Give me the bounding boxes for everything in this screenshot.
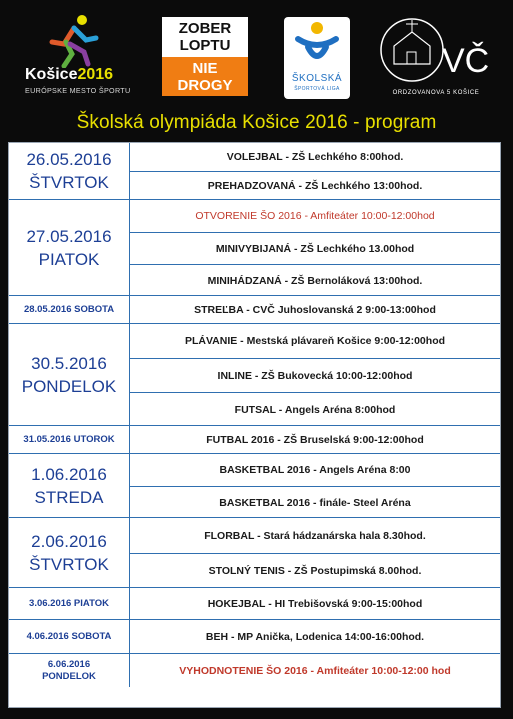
schedule-day-row (9, 323, 500, 425)
day-date-line: 6.06.2016 (47, 658, 91, 670)
zober-line-2: LOPTU (179, 37, 231, 54)
day-date-cell (9, 620, 130, 653)
event-entry: MINIHÁDZANÁ - ZŠ Bernoláková 13:00hod. (130, 264, 500, 296)
day-date-cell (9, 588, 130, 619)
day-date-cell (9, 200, 130, 295)
day-date-line: 30.5.2016 (31, 353, 107, 373)
day-date-line: ŠTVRTOK (29, 554, 109, 574)
zober-loptu-logo (162, 17, 248, 96)
zober-line-4: DROGY (177, 76, 233, 94)
kosice-wordmark: Košice2016 (25, 66, 114, 83)
logo-strip (0, 0, 513, 110)
day-date-cell (9, 654, 130, 687)
schedule-day-row (9, 653, 500, 687)
event-entry: HOKEJBAL - HI Trebišovská 9:00-15:00hod (207, 598, 423, 610)
day-date-cell (9, 324, 130, 425)
day-date-cell (9, 518, 130, 587)
schedule-day-row (9, 295, 500, 323)
day-date-line: 1.06.2016 (31, 464, 107, 484)
day-date-cell (9, 426, 130, 453)
event-entry: FLORBAL - Stará hádzanárska hala 8.30hod. (204, 529, 426, 542)
schedule-day-row (9, 453, 500, 517)
day-date-cell (9, 454, 130, 517)
kosice-subtitle: EURÓPSKE MESTO ŠPORTU (25, 86, 131, 95)
event-entry: STOLNÝ TENIS - ZŠ Postupimská 8.00hod. (130, 553, 500, 588)
event-entry: VOLEJBAL - ZŠ Lechkého 8:00hod. (226, 151, 404, 163)
event-entry: BASKETBAL 2016 - Angels Aréna 8:00 (219, 464, 411, 476)
event-entry: MINIVYBIJANÁ - ZŠ Lechkého 13.00hod (130, 232, 500, 264)
day-date-line: 3.06.2016 PIATOK (29, 597, 109, 609)
skolska-title: ŠKOLSKÁ (291, 73, 343, 84)
schedule-table (8, 142, 501, 708)
day-date-line: STREDA (34, 487, 104, 507)
event-entry: VYHODNOTENIE ŠO 2016 - Amfiteáter 10:00-12:00 hod (179, 665, 451, 677)
day-date-line: 31.05.2016 UTOROK (23, 433, 115, 445)
day-date-cell (9, 296, 130, 323)
day-date-line: 27.05.2016 (26, 226, 112, 246)
day-date-line: 26.05.2016 (26, 150, 112, 169)
day-date-line: 2.06.2016 (31, 531, 107, 551)
cvc-logo (378, 12, 494, 104)
cvc-subtitle: ORDZOVANOVA 5 KOŠICE (392, 90, 480, 96)
event-entry: STREĽBA - CVČ Juhoslovanská 2 9:00-13:00hod (194, 304, 436, 316)
event-entry: PREHADZOVANÁ - ZŠ Lechkého 13:00hod. (130, 171, 500, 199)
schedule-day-row (9, 199, 500, 295)
event-entry: BEH - MP Anička, Lodenica 14:00-16:00hod. (205, 631, 425, 643)
event-entry: BASKETBAL 2016 - finále- Steel Aréna (130, 486, 500, 518)
person-emblem-icon (284, 17, 350, 73)
cvc-emblem-icon (378, 12, 494, 90)
runner-icon (36, 14, 106, 68)
event-entry: PLÁVANIE - Mestská plávareň Košice 9:00-12:00hod (184, 335, 446, 347)
page-title: Školská olympiáda Košice 2016 - program (76, 112, 437, 133)
cvc-letters: VČ (442, 42, 490, 80)
day-date-line: 28.05.2016 SOBOTA (23, 303, 115, 315)
day-date-cell (9, 143, 130, 199)
schedule-day-row (9, 587, 500, 619)
event-entry: OTVORENIE ŠO 2016 - Amfiteáter 10:00-12:00hod (195, 210, 435, 222)
event-entry: FUTSAL - Angels Aréna 8:00hod (130, 392, 500, 426)
zober-line-1: ZOBER (178, 20, 232, 37)
zober-line-3: NIE (192, 59, 218, 77)
kosice-2016-logo (22, 14, 134, 102)
schedule-day-row (9, 619, 500, 653)
schedule-day-row (9, 143, 500, 199)
schedule-day-row (9, 517, 500, 587)
day-date-line: PONDELOK (42, 670, 96, 682)
skolska-liga-logo (284, 17, 350, 99)
event-entry: INLINE - ZŠ Bukovecká 10:00-12:00hod (130, 358, 500, 392)
day-date-line: 4.06.2016 SOBOTA (26, 630, 112, 642)
day-date-line: PIATOK (38, 249, 100, 269)
schedule-day-row (9, 425, 500, 453)
day-date-line: PONDELOK (21, 376, 117, 396)
event-entry: FUTBAL 2016 - ZŠ Bruselská 9:00-12:00hod (206, 434, 424, 446)
day-date-line: ŠTVRTOK (29, 173, 109, 192)
skolska-subtitle: ŠPORTOVÁ LIGA (294, 86, 340, 92)
